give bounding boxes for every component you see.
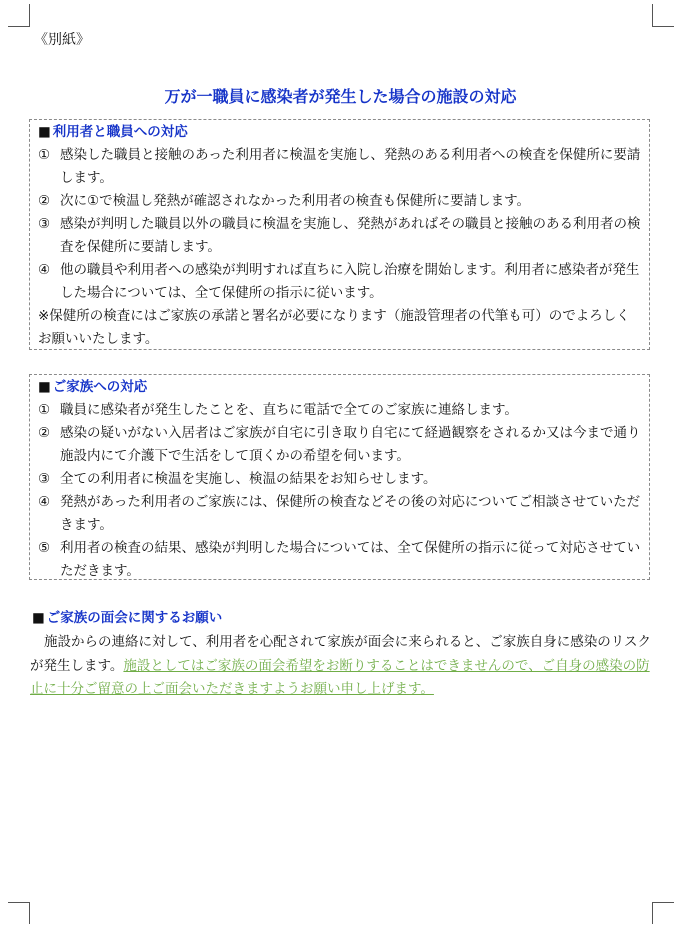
- crop-mark-top-left-v: [29, 4, 30, 26]
- section-heading-text: 利用者と職員への対応: [52, 124, 188, 140]
- list-item: [38, 259, 643, 305]
- item-text: 利用者の検査の結果、感染が判明した場合については、全て保健所の指示に従って対応させていただきます。: [60, 540, 641, 579]
- item-text: 次に①で検温し発熱が確認されなかった利用者の検査も保健所に要請します。: [60, 193, 531, 209]
- list-item: [38, 399, 643, 422]
- item-text: 感染の疑いがない入居者はご家族が自宅に引き取り自宅にて経過観察をされるか又は今まで通り施設内にて介護下で生活をして頂くかの希望を伺います。: [60, 425, 641, 464]
- item-number: ②: [38, 425, 51, 441]
- consent-note: ※保健所の検査にはご家族の承諾と署名が必要になります（施設管理者の代筆も可）のでよろしくお願いいたします。: [38, 308, 630, 347]
- square-bullet-icon: ■: [32, 610, 45, 626]
- crop-mark-bottom-left-v: [29, 902, 30, 924]
- list-item: [38, 190, 643, 213]
- item-number: ⑤: [38, 540, 51, 556]
- item-number: ④: [38, 494, 51, 510]
- visit-body-plain: 施設からの連絡に対して、利用者を心配されて家族が面会に来られると、ご家族自身に感染のリスクが発生します。: [30, 634, 651, 674]
- crop-mark-top-left-h: [8, 26, 30, 27]
- visit-body-highlight: 施設としてはご家族の面会希望をお断りすることはできませんので、ご自身の感染の防止に十分ご留意の上ご面会いただきますようお願い申し上げます。: [30, 657, 650, 697]
- item-number: ①: [38, 402, 51, 418]
- crop-mark-bottom-right-h: [652, 902, 674, 903]
- crop-mark-bottom-right-v: [652, 902, 653, 924]
- item-text: 感染が判明した職員以外の職員に検温を実施し、発熱があればその職員と接触のある利用者の検査を保健所に要請します。: [60, 216, 641, 255]
- attachment-label: 《別紙》: [34, 32, 90, 48]
- list-item: [38, 468, 643, 491]
- crop-mark-bottom-left-h: [8, 902, 30, 903]
- item-number: ①: [38, 147, 51, 163]
- section-staff-users-list: [38, 144, 643, 351]
- item-text: 感染した職員と接触のあった利用者に検温を実施し、発熱のある利用者への検査を保健所に要請します。: [60, 147, 641, 186]
- list-item: [38, 491, 643, 537]
- section-staff-users-box: [29, 119, 650, 350]
- list-item: [38, 213, 643, 259]
- item-number: ③: [38, 216, 51, 232]
- square-bullet-icon: ■: [38, 124, 51, 140]
- list-item: [38, 422, 643, 468]
- section-heading-text: ご家族への対応: [52, 379, 148, 395]
- section-staff-users-heading: [38, 121, 188, 143]
- item-text: 全ての利用者に検温を実施し、検温の結果をお知らせします。: [60, 471, 437, 487]
- section-family-heading: [38, 376, 147, 398]
- item-text: 職員に感染者が発生したことを、直ちに電話で全てのご家族に連絡します。: [60, 402, 518, 418]
- section-visit-heading: [32, 607, 222, 629]
- page-title: 万が一職員に感染者が発生した場合の施設の対応: [164, 87, 517, 106]
- crop-mark-top-right-h: [652, 26, 674, 27]
- item-text: 他の職員や利用者への感染が判明すれば直ちに入院し治療を開始します。利用者に感染者が発生した場合については、全て保健所の指示に従います。: [60, 262, 640, 301]
- square-bullet-icon: ■: [38, 379, 51, 395]
- item-number: ④: [38, 262, 51, 278]
- section-visit-body: [30, 631, 654, 702]
- item-text: 発熱があった利用者のご家族には、保健所の検査などその後の対応についてご相談させていただきます。: [60, 494, 641, 533]
- crop-mark-top-right-v: [652, 4, 653, 26]
- section-heading-text: ご家族の面会に関するお願い: [46, 610, 223, 626]
- list-item: [38, 144, 643, 190]
- list-item: [38, 537, 643, 583]
- section-family-list: [38, 399, 643, 583]
- section-family-box: [29, 374, 650, 580]
- item-number: ②: [38, 193, 51, 209]
- item-number: ③: [38, 471, 51, 487]
